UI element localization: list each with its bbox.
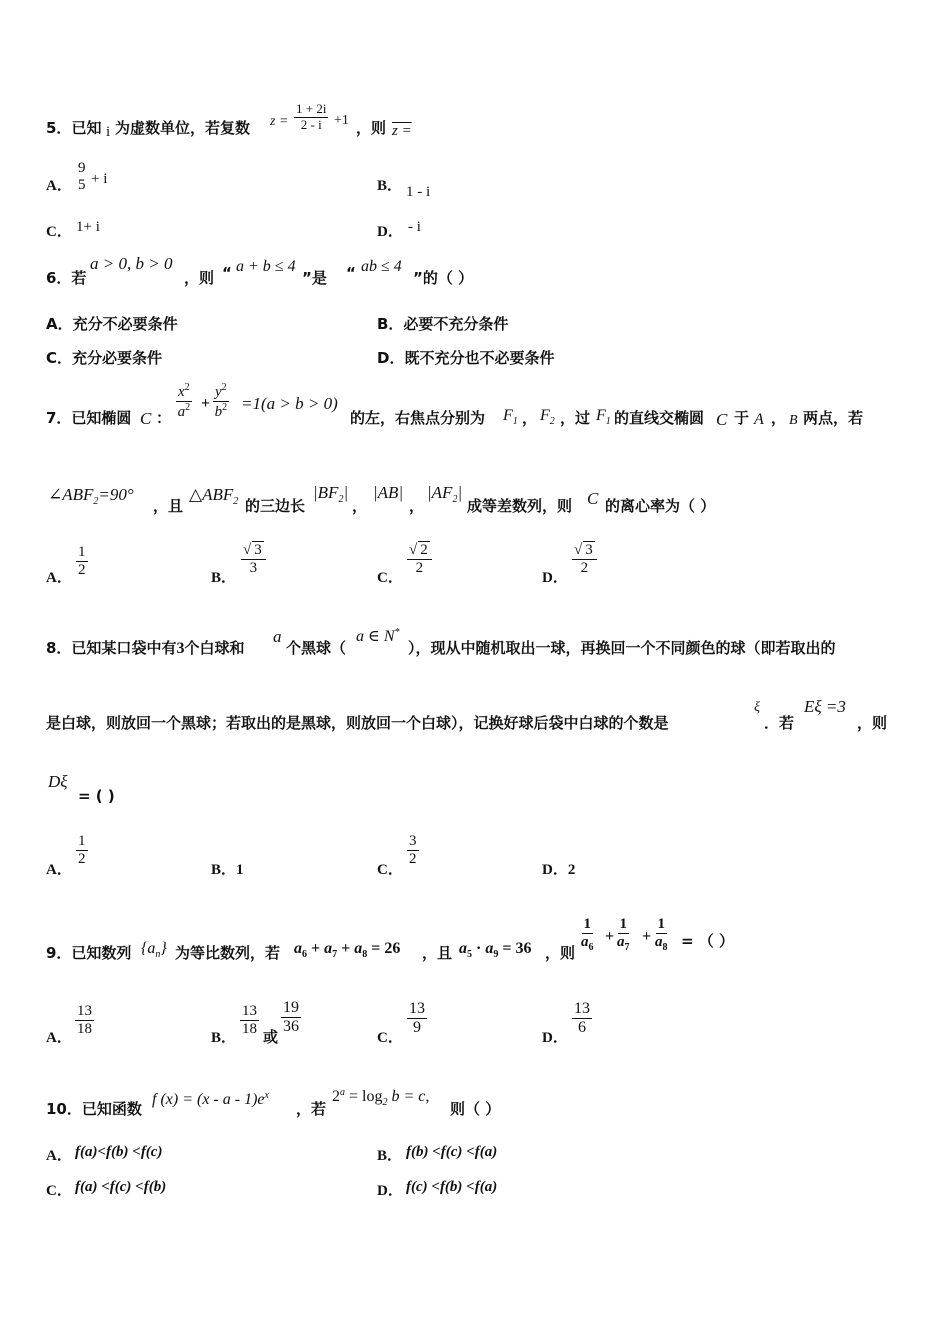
q8-then: ，则 <box>857 714 888 732</box>
q9-option-a: $\frac{13}{18}$ <box>77 1003 92 1038</box>
q7-option-d-label: D． <box>542 570 568 586</box>
q5-option-c: 1+ i <box>76 219 100 235</box>
q10-option-b-label: B． <box>377 1148 403 1164</box>
q7-through: ，过 <box>560 409 591 427</box>
q5-option-a-tail: + i <box>91 171 108 187</box>
q5-option-b-label: B． <box>377 178 403 194</box>
q8-option-a: $\frac{1}{2}$ <box>78 833 86 868</box>
q7-option-b: $\frac{√ 3}{3}$ <box>241 542 266 578</box>
q5-option-a-frac: 9 5 <box>78 160 86 194</box>
q7-foci-text: 的左，右焦点分别为 <box>350 409 486 427</box>
q7-side-bf2: $|BF_2|$ <box>313 483 349 505</box>
q8-var-a: a <box>273 627 282 646</box>
q7-arith-text: 成等差数列，则 <box>467 497 573 515</box>
q8-expectation: Eξ =3 <box>804 697 846 716</box>
q10-option-b: f(b) <f(c) <f(a) <box>406 1144 498 1160</box>
q7-sides-text: 的三边长 <box>245 497 306 515</box>
q5-fraction: $\frac{1 + 2i}{2 - i}$ <box>296 101 327 132</box>
q9-geometric-text: 为等比数列，若 <box>175 944 281 962</box>
q8-stem-line1-b: 个黑球（ <box>286 639 347 657</box>
q8-variance: Dξ <box>48 772 68 791</box>
q10-option-c-label: C． <box>46 1183 72 1199</box>
q9-option-d-label: D． <box>542 1030 568 1046</box>
q9-stem-end: = （ ） <box>681 932 735 950</box>
q6-quote-open-2: “ <box>346 264 356 282</box>
q7-line-text: 的直线交椭圆 <box>614 409 705 427</box>
q6-option-d: D．既不充分也不必要条件 <box>377 349 555 367</box>
q10-function: f $(x) = (x - a - 1)e^x$ <box>152 1090 269 1108</box>
q7-option-a: $\frac{1}{2}$ <box>78 544 86 579</box>
q7-ellipse-c-2: C <box>716 410 728 429</box>
q10-stem-start: 10．已知函数 <box>46 1100 142 1118</box>
q9-sequence: $\{a_n\}$ <box>141 940 167 960</box>
q9-and: ，且 <box>422 944 453 962</box>
q5-stem-end: ，则 <box>356 119 387 137</box>
q7-stem-end: 的离心率为（ ） <box>605 497 716 515</box>
q7-option-c-label: C． <box>377 570 403 586</box>
q7-at: 于 <box>734 409 750 427</box>
q6-stem-start: 6．若 <box>46 269 87 287</box>
q8-xi: ξ <box>754 700 760 715</box>
q6-stem-end: ”的（ ） <box>413 269 474 287</box>
q5-option-d-label: D． <box>377 224 403 240</box>
q9-option-b-label: B． <box>211 1030 237 1046</box>
q10-if: ，若 <box>296 1100 327 1118</box>
q9-option-b-first: $\frac{13}{18}$ <box>242 1003 257 1038</box>
q5-math-zbar: z = <box>392 123 412 139</box>
q10-stem-end: 则（ ） <box>450 1100 501 1118</box>
q6-quote-open-1: “ <box>222 264 232 282</box>
q5-stem-mid: 为虚数单位，若复数 <box>115 119 251 137</box>
q9-option-c-label: C． <box>377 1030 403 1046</box>
q8-stem-line2: 是白球，则放回一个黑球；若取出的是黑球，则放回一个白球），记换好球后袋中白球的个数是 <box>46 714 669 732</box>
q7-point-a: A <box>754 411 764 428</box>
q9-plus-2: + <box>642 928 652 945</box>
q7-side-ab: |AB| <box>373 483 404 502</box>
q5-plus-one: +1 <box>334 113 349 128</box>
q9-option-c: $\frac{13}{9}$ <box>409 1000 425 1037</box>
q9-option-a-label: A． <box>46 1030 72 1046</box>
q7-equation-rhs: =1(a > b > 0) <box>241 394 338 413</box>
q7-point-b: B <box>789 413 798 428</box>
q8-option-b: B．1 <box>211 862 244 878</box>
q6-condition: a > 0, b > 0 <box>90 254 173 273</box>
q7-angle: $\angle ABF_2=90^\circ$ <box>48 485 134 507</box>
q6-proposition-2: ab ≤ 4 <box>361 258 402 275</box>
q6-proposition-1: a + b ≤ 4 <box>236 258 296 275</box>
q5-stem-start: 5．已知 <box>46 119 102 137</box>
q7-frac-y: $\frac{y^2}{b^2}$ <box>214 382 228 421</box>
q7-option-a-label: A． <box>46 570 72 586</box>
q5-math-z: z = <box>270 114 289 129</box>
q8-option-a-label: A． <box>46 862 72 878</box>
q8-option-c-label: C． <box>377 862 403 878</box>
q8-condition: a ∈ N* <box>356 627 400 645</box>
q8-stem-line1-a: 8．已知某口袋中有3个白球和 <box>46 639 245 657</box>
q9-reciprocal-6: $\frac{1}{a_6}$ <box>581 916 594 954</box>
q9-then: ，则 <box>545 944 576 962</box>
q5-option-b: 1 - i <box>406 184 431 200</box>
q8-option-d: D．2 <box>542 862 576 878</box>
q9-reciprocal-8: $\frac{1}{a_8}$ <box>655 916 668 954</box>
q7-side-af2: $|AF_2|$ <box>427 483 463 505</box>
q7-and: ，且 <box>153 497 184 515</box>
q10-condition: $2^a = \log_2 b = c$, <box>332 1087 430 1108</box>
q9-option-b-or: 或 <box>263 1028 279 1046</box>
q7-stem-start: 7．已知椭圆 <box>46 409 132 427</box>
q6-option-b: B．必要不充分条件 <box>377 315 509 333</box>
q7-ellipse-c: C <box>140 409 152 428</box>
q9-option-b-second: $\frac{19}{36}$ <box>283 999 299 1036</box>
q7-comma-4: ， <box>409 497 425 515</box>
q10-option-a-label: A． <box>46 1148 72 1164</box>
q7-option-b-label: B． <box>211 570 237 586</box>
q7-comma-2: ， <box>771 409 787 427</box>
q6-is: ”是 <box>302 269 327 287</box>
q7-f1: $F_1$ <box>503 407 518 427</box>
q10-option-d: f(c) <f(b) <f(a) <box>406 1179 498 1195</box>
q7-f1-b: $F_1$ <box>596 407 611 427</box>
q6-option-c: C．充分必要条件 <box>46 349 163 367</box>
q7-stem-line1-end: 两点，若 <box>803 409 864 427</box>
q7-triangle: $\triangle ABF_2$ <box>189 485 239 507</box>
q10-option-d-label: D． <box>377 1183 403 1199</box>
q7-option-c: $\frac{√ 2}{2}$ <box>407 542 432 578</box>
q8-option-c: $\frac{3}{2}$ <box>409 833 417 868</box>
q7-frac-x: $\frac{x^2}{a^2}$ <box>177 382 191 421</box>
q7-option-d: $\frac{√ 3}{2}$ <box>572 542 597 578</box>
q10-option-c: f(a) <f(c) <f(b) <box>75 1179 167 1195</box>
q8-stem-line1-c: ），现从中随机取出一球，再换回一个不同颜色的球（即若取出的 <box>408 639 836 657</box>
q9-sum-condition: $a_6 + a_7 + a_8 = 26$ <box>294 940 401 960</box>
q9-product-condition: $a_5 \cdot a_9 = 36$ <box>459 940 532 960</box>
q7-ellipse-c-3: C <box>587 489 599 508</box>
q9-stem-start: 9．已知数列 <box>46 944 132 962</box>
q9-plus-1: + <box>605 928 615 945</box>
q5-option-c-label: C． <box>46 224 72 240</box>
q7-plus: + <box>201 395 211 412</box>
q7-comma: ， <box>522 409 538 427</box>
q9-reciprocal-7: $\frac{1}{a_7}$ <box>617 916 630 954</box>
q10-option-a: f(a)<f(b) <f(c) <box>75 1144 163 1160</box>
q8-if: ．若 <box>764 714 795 732</box>
q5-math-i: i <box>106 124 111 140</box>
q7-comma-3: ， <box>352 497 368 515</box>
q5-option-a: A． <box>46 178 72 194</box>
q6-option-a: A．充分不必要条件 <box>46 315 178 333</box>
q7-colon: ： <box>156 409 172 427</box>
q5-option-d: - i <box>408 219 421 235</box>
q8-stem-end: = ( ) <box>78 787 115 805</box>
q9-option-d: $\frac{13}{6}$ <box>574 1000 590 1037</box>
q7-f2: $F_2$ <box>540 407 555 427</box>
q6-then: ，则 <box>184 269 215 287</box>
